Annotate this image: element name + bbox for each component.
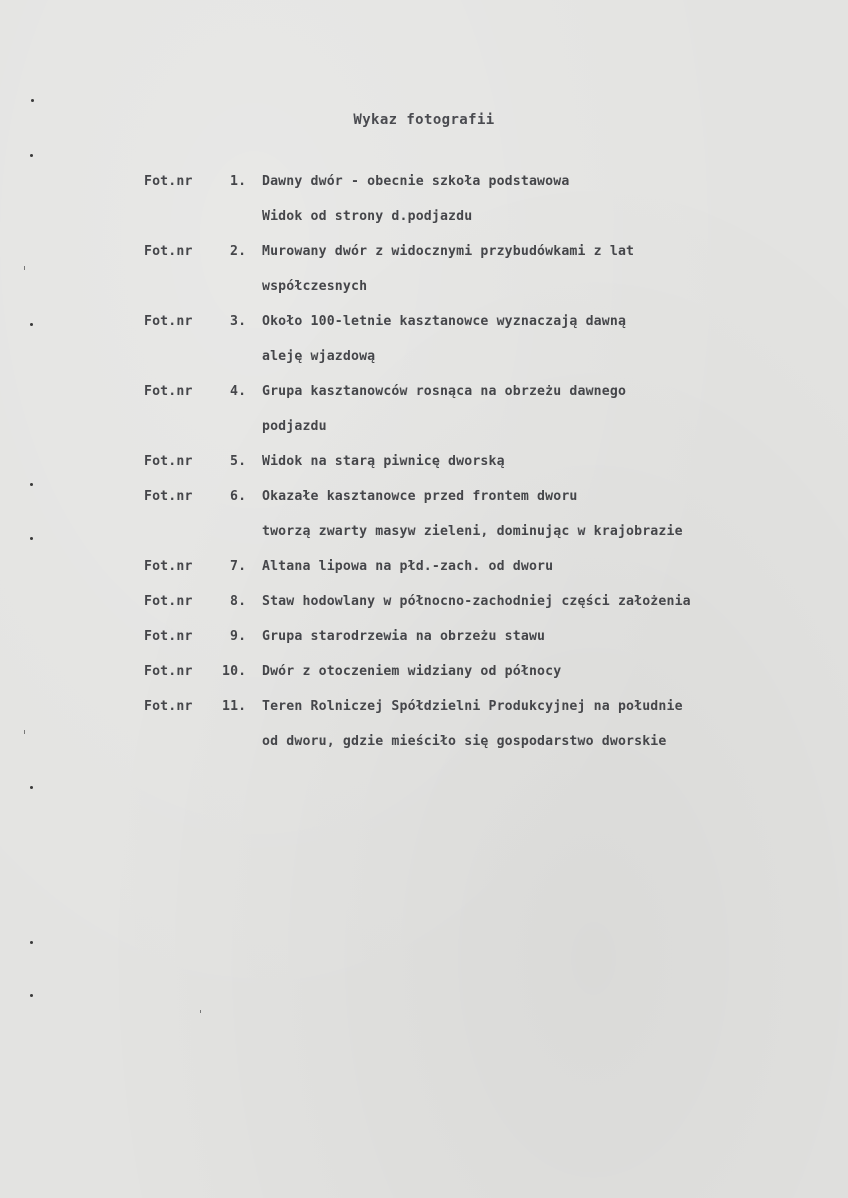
photo-description	[262, 584, 834, 619]
photo-label: Fot.nr	[144, 454, 193, 469]
photo-description	[262, 164, 834, 234]
description-line: aleję wjazdową	[262, 349, 376, 364]
description-line: Staw hodowlany w północno-zachodniej części założenia	[262, 594, 691, 609]
margin-mark	[30, 154, 33, 157]
description-line: Widok od strony d.podjazdu	[262, 209, 473, 224]
description-line: Teren Rolniczej Spółdzielni Produkcyjnej na południe	[262, 699, 683, 714]
description-line: Dwór z otoczeniem widziany od północy	[262, 664, 562, 679]
description-line: Około 100-letnie kasztanowce wyznaczają dawną	[262, 314, 627, 329]
description-line: współczesnych	[262, 279, 368, 294]
photo-description	[262, 619, 834, 654]
photo-number: 9.	[230, 629, 247, 644]
photo-number-cell	[208, 654, 262, 689]
margin-mark	[30, 994, 33, 997]
margin-mark	[200, 1010, 201, 1013]
photo-description	[262, 549, 834, 584]
photo-number-cell	[208, 584, 262, 619]
photo-number-cell	[208, 164, 262, 234]
photo-entry	[144, 689, 834, 759]
photo-number: 8.	[230, 594, 247, 609]
description-line: Grupa starodrzewia na obrzeżu stawu	[262, 629, 546, 644]
photo-label: Fot.nr	[144, 489, 193, 504]
margin-mark	[30, 483, 33, 486]
photo-number-cell	[208, 444, 262, 479]
photo-label: Fot.nr	[144, 384, 193, 399]
photo-entry	[144, 479, 834, 549]
photo-label: Fot.nr	[144, 174, 193, 189]
margin-mark	[30, 323, 33, 326]
margin-mark	[24, 730, 25, 734]
photo-description	[262, 689, 834, 759]
description-line: podjazdu	[262, 419, 327, 434]
photo-entry	[144, 549, 834, 584]
photo-description	[262, 304, 834, 374]
photo-entry	[144, 654, 834, 689]
photo-number-cell	[208, 619, 262, 654]
photo-label: Fot.nr	[144, 559, 193, 574]
photo-entry	[144, 374, 834, 444]
photo-entry	[144, 234, 834, 304]
photo-number: 7.	[230, 559, 247, 574]
photo-label: Fot.nr	[144, 629, 193, 644]
photo-number: 2.	[230, 244, 247, 259]
photo-label: Fot.nr	[144, 314, 193, 329]
photo-number: 3.	[230, 314, 247, 329]
document-title: Wykaz fotografii	[353, 112, 495, 128]
photo-entry	[144, 444, 834, 479]
description-line: Widok na starą piwnicę dworską	[262, 454, 505, 469]
photo-number-cell	[208, 234, 262, 304]
photo-label: Fot.nr	[144, 664, 193, 679]
margin-mark	[30, 537, 33, 540]
margin-mark	[24, 266, 25, 270]
description-line: Murowany dwór z widocznymi przybudówkami z lat	[262, 244, 635, 259]
margin-mark	[31, 99, 34, 102]
description-line: Altana lipowa na płd.-zach. od dworu	[262, 559, 554, 574]
photo-number-cell	[208, 689, 262, 759]
photo-number: 1.	[230, 174, 247, 189]
photo-description	[262, 374, 834, 444]
photo-list	[144, 164, 834, 759]
photo-number-cell	[208, 374, 262, 444]
description-line: Grupa kasztanowców rosnąca na obrzeżu dawnego	[262, 384, 627, 399]
description-line: tworzą zwarty masyw zieleni, dominując w krajobrazie	[262, 524, 683, 539]
description-line: od dworu, gdzie mieściło się gospodarstwo dworskie	[262, 734, 667, 749]
photo-description	[262, 479, 834, 549]
photo-entry	[144, 164, 834, 234]
photo-description	[262, 654, 834, 689]
photo-number: 5.	[230, 454, 247, 469]
description-line: Okazałe kasztanowce przed frontem dworu	[262, 489, 578, 504]
photo-number-cell	[208, 304, 262, 374]
description-line: Dawny dwór - obecnie szkoła podstawowa	[262, 174, 570, 189]
photo-number: 11.	[222, 699, 247, 714]
photo-entry	[144, 584, 834, 619]
photo-entry	[144, 304, 834, 374]
margin-mark	[30, 786, 33, 789]
photo-label: Fot.nr	[144, 699, 193, 714]
photo-label: Fot.nr	[144, 244, 193, 259]
margin-mark	[30, 941, 33, 944]
photo-number: 6.	[230, 489, 247, 504]
photo-description	[262, 444, 834, 479]
photo-number: 4.	[230, 384, 247, 399]
photo-description	[262, 234, 834, 304]
photo-label: Fot.nr	[144, 594, 193, 609]
photo-entry	[144, 619, 834, 654]
photo-number-cell	[208, 479, 262, 549]
photo-number-cell	[208, 549, 262, 584]
photo-number: 10.	[222, 664, 247, 679]
